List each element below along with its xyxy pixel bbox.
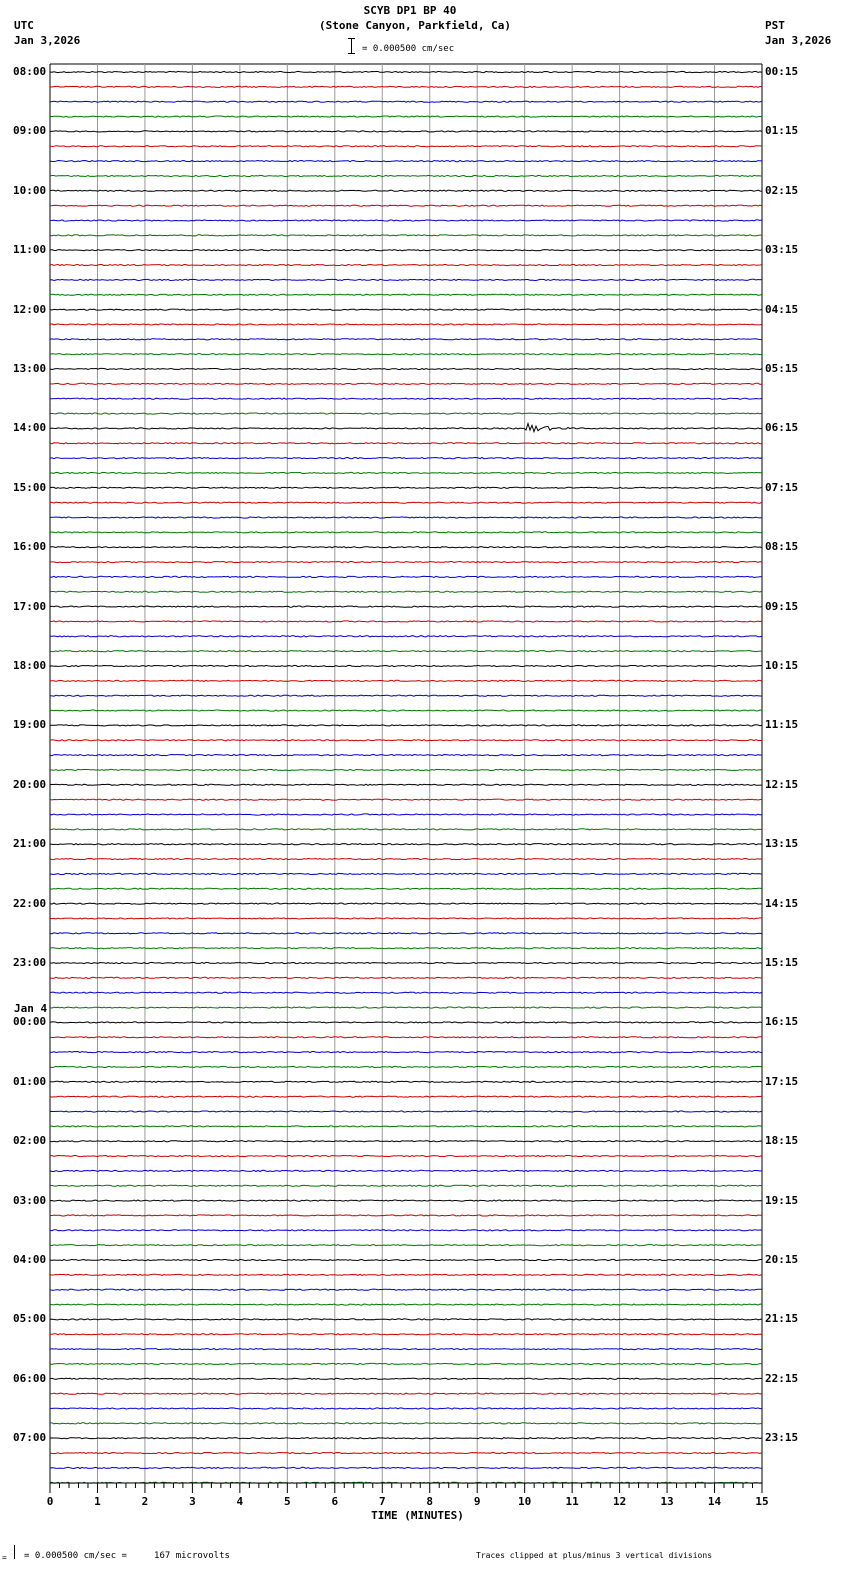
trace-line: [50, 1408, 762, 1409]
trace-line: [50, 784, 762, 785]
utc-hour-label: 12:00: [13, 302, 47, 316]
footer-scale-icon: [14, 1545, 15, 1559]
trace-line: [50, 1363, 762, 1364]
trace-line: [50, 769, 762, 770]
utc-hour-label: 17:00: [13, 599, 47, 613]
x-tick-label: 13: [660, 1495, 674, 1508]
x-tick-label: 12: [612, 1495, 627, 1508]
trace-line: [50, 190, 762, 191]
trace-line: [50, 888, 762, 889]
trace-line: [50, 1349, 762, 1350]
trace-line: [50, 1022, 762, 1023]
right-date: Jan 3,2026: [765, 34, 832, 47]
trace-line: [50, 576, 762, 577]
trace-line: [50, 977, 762, 978]
trace-line: [50, 398, 762, 399]
trace-line: [50, 1215, 762, 1216]
utc-hour-label: 05:00: [13, 1312, 47, 1326]
trace-line: [50, 116, 762, 117]
utc-hour-label: 21:00: [13, 837, 47, 851]
x-tick-label: 8: [426, 1495, 434, 1508]
trace-line: [50, 1200, 762, 1201]
x-tick-label: 0: [46, 1495, 54, 1508]
trace-line: [50, 86, 762, 87]
trace-line: [50, 1185, 762, 1186]
trace-line: [50, 324, 762, 325]
trace-line: [50, 265, 762, 266]
trace-line: [50, 1037, 762, 1038]
x-axis-label: TIME (MINUTES): [371, 1509, 464, 1522]
trace-line: [50, 962, 762, 963]
trace-line: [50, 443, 762, 444]
trace-line: [50, 1081, 762, 1082]
trace-line: [50, 562, 762, 563]
pst-hour-label: 02:15: [765, 183, 799, 197]
x-tick-label: 9: [473, 1495, 481, 1508]
time-axis: [47, 1483, 769, 1508]
trace-line: [50, 1156, 762, 1157]
trace-line: [50, 992, 762, 993]
trace-line: [50, 1170, 762, 1171]
trace-line: [50, 903, 762, 904]
utc-hour-label: 15:00: [13, 480, 47, 494]
trace-line: [50, 1111, 762, 1112]
x-tick-label: 6: [331, 1495, 339, 1508]
x-tick-label: 10: [518, 1495, 532, 1508]
chart-title: SCYB DP1 BP 40: [363, 4, 457, 17]
pst-hour-label: 13:15: [765, 837, 799, 851]
trace-line: [50, 606, 762, 607]
trace-line: [50, 1319, 762, 1320]
trace-line: [50, 368, 762, 369]
trace-line: [50, 279, 762, 280]
trace-line: [50, 591, 762, 592]
pst-hour-label: 12:15: [765, 777, 799, 791]
pst-hour-label: 16:15: [765, 1015, 799, 1029]
trace-line: [50, 1141, 762, 1142]
trace-line: [50, 665, 762, 666]
utc-hour-label: 09:00: [13, 124, 47, 138]
x-tick-label: 5: [284, 1495, 291, 1508]
utc-hour-label: 04:00: [13, 1253, 47, 1266]
trace-line: [50, 1378, 762, 1379]
trace-line: [50, 651, 762, 652]
trace-line: [50, 829, 762, 830]
trace-line: [50, 695, 762, 696]
left-date: Jan 3,2026: [14, 34, 81, 47]
pst-hour-label: 20:15: [765, 1253, 799, 1266]
trace-line: [50, 636, 762, 637]
trace-line: [50, 101, 762, 102]
footer-scale-note: = 0.000500 cm/sec = 167 microvolts: [24, 1551, 230, 1561]
trace-line: [50, 235, 762, 236]
utc-hour-label: 00:00: [13, 1015, 47, 1029]
pst-hour-label: 07:15: [765, 480, 799, 494]
trace-line: [50, 814, 762, 815]
trace-line: [50, 161, 762, 162]
x-tick-label: 11: [565, 1495, 579, 1508]
trace-line: [50, 532, 762, 533]
trace-line: [50, 175, 762, 176]
trace-line: [50, 1438, 762, 1439]
utc-hour-label: 22:00: [13, 896, 47, 910]
chart-subtitle: (Stone Canyon, Parkfield, Ca): [318, 19, 512, 32]
left-timezone: UTC: [14, 19, 34, 32]
trace-line: [50, 1334, 762, 1335]
trace-line: [50, 71, 762, 72]
trace-line: [50, 487, 762, 488]
day-change-label: Jan 4: [14, 1002, 48, 1015]
trace-line: [50, 740, 762, 741]
pst-hour-label: 21:15: [765, 1312, 799, 1326]
utc-hour-label: 23:00: [13, 956, 47, 969]
utc-hour-label: 11:00: [13, 243, 47, 257]
trace-line: [50, 1304, 762, 1305]
trace-line: [50, 1230, 762, 1231]
pst-hour-label: 15:15: [765, 956, 799, 969]
utc-hour-label: 20:00: [13, 777, 47, 791]
trace-line: [50, 413, 762, 414]
utc-hour-label: 03:00: [13, 1193, 47, 1207]
trace-line: [50, 339, 762, 340]
trace-line: [50, 1096, 762, 1097]
utc-hour-label: 08:00: [13, 65, 47, 78]
trace-line: [50, 680, 762, 681]
utc-hour-label: 19:00: [13, 718, 47, 732]
trace-line: [50, 250, 762, 251]
pst-hour-label: 06:15: [765, 421, 799, 435]
trace-line: [50, 1393, 762, 1394]
x-tick-label: 3: [189, 1495, 196, 1508]
trace-line: [50, 918, 762, 919]
utc-hour-label: 06:00: [13, 1371, 47, 1385]
trace-line: [50, 844, 762, 845]
trace-line: [50, 1007, 762, 1008]
trace-line: [50, 755, 762, 756]
grid: [50, 64, 762, 1483]
trace-line: [50, 1467, 762, 1468]
trace-line: [50, 1052, 762, 1053]
pst-hour-label: 23:15: [765, 1431, 799, 1445]
x-tick-label: 4: [236, 1495, 244, 1508]
scale-label: = 0.000500 cm/sec: [362, 44, 455, 54]
x-tick-label: 15: [755, 1495, 769, 1508]
trace-line: [50, 1274, 762, 1275]
trace-line: [50, 547, 762, 548]
trace-line: [50, 383, 762, 384]
trace-line: [50, 424, 762, 432]
pst-hour-label: 10:15: [765, 659, 799, 672]
utc-hour-label: 18:00: [13, 659, 47, 672]
utc-hour-label: 14:00: [13, 421, 47, 435]
pst-hour-label: 17:15: [765, 1074, 799, 1088]
pst-hour-label: 04:15: [765, 302, 799, 316]
trace-line: [50, 948, 762, 949]
right-timezone: PST: [765, 19, 785, 32]
trace-line: [50, 1289, 762, 1290]
utc-hour-label: 07:00: [13, 1431, 47, 1445]
trace-line: [50, 1066, 762, 1067]
pst-hour-label: 11:15: [765, 718, 799, 732]
trace-line: [50, 146, 762, 147]
utc-hour-label: 02:00: [13, 1134, 47, 1148]
trace-line: [50, 799, 762, 800]
trace-line: [50, 1259, 762, 1260]
pst-hour-label: 08:15: [765, 540, 799, 554]
trace-group: [50, 71, 762, 1483]
pst-hour-label: 14:15: [765, 896, 799, 910]
x-tick-label: 14: [707, 1495, 722, 1508]
pst-hour-label: 05:15: [765, 362, 799, 375]
trace-line: [50, 517, 762, 518]
trace-line: [50, 354, 762, 355]
utc-hour-label: 10:00: [13, 183, 47, 197]
pst-hour-label: 00:15: [765, 65, 799, 78]
trace-line: [50, 1423, 762, 1424]
clip-note: Traces clipped at plus/minus 3 vertical divisions: [476, 1551, 713, 1560]
trace-line: [50, 131, 762, 132]
x-tick-label: 2: [141, 1495, 149, 1508]
trace-line: [50, 621, 762, 622]
pst-hour-label: 09:15: [765, 599, 799, 613]
pst-hour-label: 03:15: [765, 243, 799, 257]
trace-line: [50, 220, 762, 221]
trace-line: [50, 458, 762, 459]
trace-line: [50, 859, 762, 860]
trace-line: [50, 933, 762, 934]
utc-hour-label: 01:00: [13, 1074, 47, 1088]
trace-line: [50, 1245, 762, 1246]
footer-scale-mark: =: [2, 1553, 7, 1562]
pst-hour-label: 19:15: [765, 1193, 799, 1207]
trace-line: [50, 502, 762, 503]
utc-hour-label: 16:00: [13, 540, 47, 554]
trace-line: [50, 725, 762, 726]
trace-line: [50, 294, 762, 295]
trace-line: [50, 309, 762, 310]
trace-line: [50, 873, 762, 874]
x-tick-label: 1: [94, 1495, 101, 1508]
trace-line: [50, 205, 762, 206]
utc-hour-label: 13:00: [13, 362, 47, 375]
x-tick-label: 7: [378, 1495, 386, 1508]
pst-hour-label: 22:15: [765, 1371, 799, 1385]
trace-line: [50, 472, 762, 473]
trace-line: [50, 1453, 762, 1454]
trace-line: [50, 1126, 762, 1127]
pst-hour-label: 18:15: [765, 1134, 799, 1148]
trace-line: [50, 710, 762, 711]
pst-hour-label: 01:15: [765, 124, 799, 138]
